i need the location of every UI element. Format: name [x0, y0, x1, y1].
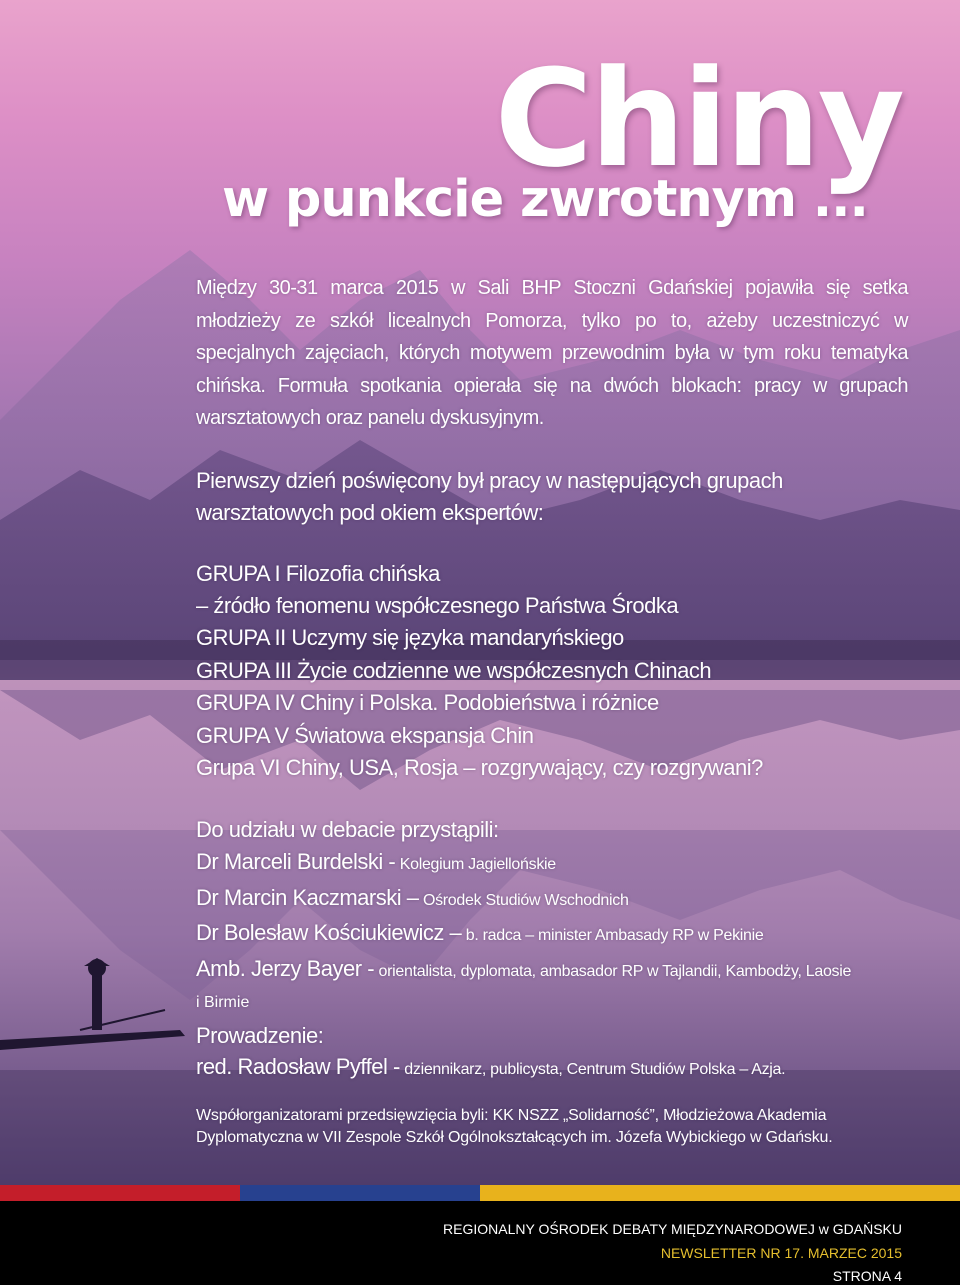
- article-body: [196, 272, 908, 1149]
- moderator-affiliation: dziennikarz, publicysta, Centrum Studiów Polska – Azja.: [404, 1061, 786, 1079]
- color-stripe: [0, 1185, 960, 1201]
- workshop-groups-list: [196, 558, 908, 785]
- moderator-name: red. Radosław Pyffel -: [196, 1054, 400, 1080]
- footer-page-number: STRONA 4: [832, 1268, 902, 1284]
- first-day-paragraph: Pierwszy dzień poświęcony był pracy w następujących grupach warsztatowych pod okiem ekspertów:: [196, 467, 783, 525]
- page-subtitle: w punkcie zwrotnym ...: [222, 170, 868, 229]
- group-line: GRUPA II Uczymy się języka mandaryńskiego: [196, 625, 624, 651]
- moderator-row: [196, 1051, 908, 1087]
- participant-row: [196, 917, 908, 953]
- stripe-blue: [240, 1185, 480, 1201]
- debate-section: [196, 814, 908, 1087]
- participant-name: Dr Marceli Burdelski -: [196, 849, 396, 875]
- stripe-yellow: [480, 1185, 960, 1201]
- group-line: GRUPA V Światowa ekspansja Chin: [196, 722, 534, 748]
- participant-name: Dr Bolesław Kościukiewicz –: [196, 920, 462, 946]
- footer-issue: NEWSLETTER NR 17. MARZEC 2015: [660, 1245, 902, 1261]
- page-footer: [0, 1201, 960, 1285]
- participant-affiliation-continued: i Birmie: [196, 994, 250, 1012]
- participant-affiliation: Ośrodek Studiów Wschodnich: [422, 891, 629, 909]
- participant-row: [196, 846, 908, 882]
- participant-row: [196, 882, 908, 918]
- participant-affiliation: orientalista, dyplomata, ambasador RP w Tajlandii, Kambodży, Laosie: [378, 962, 852, 980]
- group-line: – źródło fenomenu współczesnego Państwa Środka: [196, 592, 679, 618]
- participant-affiliation: b. radca – minister Ambasady RP w Pekinie: [465, 927, 764, 945]
- participant-affiliation: Kolegium Jagiellońskie: [399, 856, 556, 874]
- participant-name: Amb. Jerzy Bayer -: [196, 955, 375, 981]
- page-title: Chiny: [494, 41, 902, 197]
- participant-row: [196, 953, 908, 989]
- stripe-red: [0, 1185, 240, 1201]
- footer-organization: REGIONALNY OŚRODEK DEBATY MIĘDZYNARODOWEJ w GDAŃSKU: [443, 1221, 902, 1237]
- group-line: Grupa VI Chiny, USA, Rosja – rozgrywający, czy rozgrywani?: [196, 754, 763, 780]
- intro-paragraph: Między 30-31 marca 2015 w Sali BHP Stoczni Gdańskiej pojawiła się setka młodzieży ze szkół licealnych Pomorza, tylko po to, ażeby uczestniczyć w specjalnych zajęciach, których motywem przewodnim była w tym roku tematyka chińska. Formuła spotkania opierała się na dwóch blokach: pracy w grupach warsztatowych oraz panelu dyskusyjnym.: [196, 277, 908, 429]
- participant-name: Dr Marcin Kaczmarski –: [196, 884, 419, 910]
- coorganizers-paragraph: Współorganizatorami przedsięwzięcia byli: KK NSZZ „Solidarność”, Młodzieżowa Akademia Dyplomatyczna w VII Zespole Szkół Ogólnokształcących im. Józefa Wybickiego w Gdańsku.: [196, 1106, 833, 1146]
- moderator-heading: Prowadzenie:: [196, 1023, 324, 1049]
- debate-heading: Do udziału w debacie przystąpili:: [196, 817, 499, 843]
- group-line: GRUPA I Filozofia chińska: [196, 560, 440, 586]
- group-line: GRUPA IV Chiny i Polska. Podobieństwa i różnice: [196, 690, 659, 716]
- group-line: GRUPA III Życie codzienne we współczesnych Chinach: [196, 657, 712, 683]
